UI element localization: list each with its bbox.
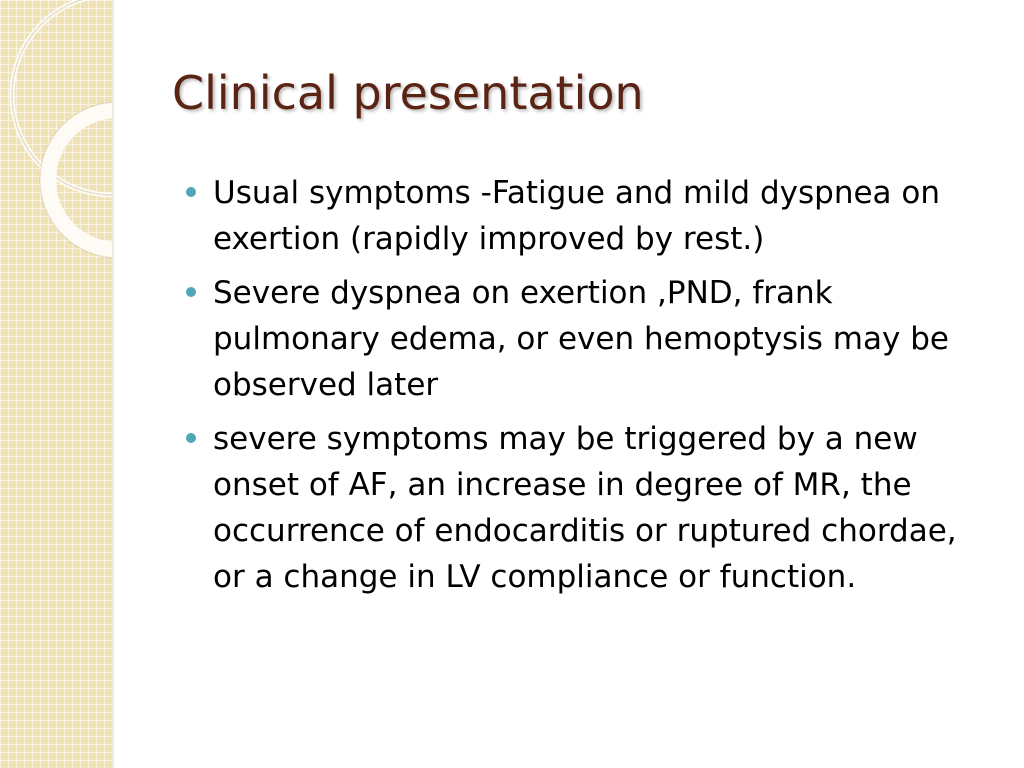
bullet-icon (186, 187, 196, 197)
list-item (186, 416, 986, 600)
list-item (186, 270, 986, 408)
decorative-circles-icon (0, 0, 112, 260)
bullet-text: Severe dyspnea on exertion ,PND, frank pulmonary edema, or even hemoptysis may be observed later (213, 275, 949, 403)
bullet-icon (186, 433, 196, 443)
decorative-side-strip (0, 0, 112, 768)
page-title: Clinical presentation (172, 66, 644, 120)
bullet-icon (186, 287, 196, 297)
strip-edge-divider (112, 0, 115, 768)
bullet-text: Usual symptoms -Fatigue and mild dyspnea on exertion (rapidly improved by rest.) (213, 175, 941, 257)
list-item (186, 170, 986, 262)
bullet-text: severe symptoms may be triggered by a new onset of AF, an increase in degree of MR, the occurrence of endocarditis or ruptured chordae, or a change in LV compliance or function. (213, 421, 957, 595)
bullet-list (186, 170, 986, 608)
